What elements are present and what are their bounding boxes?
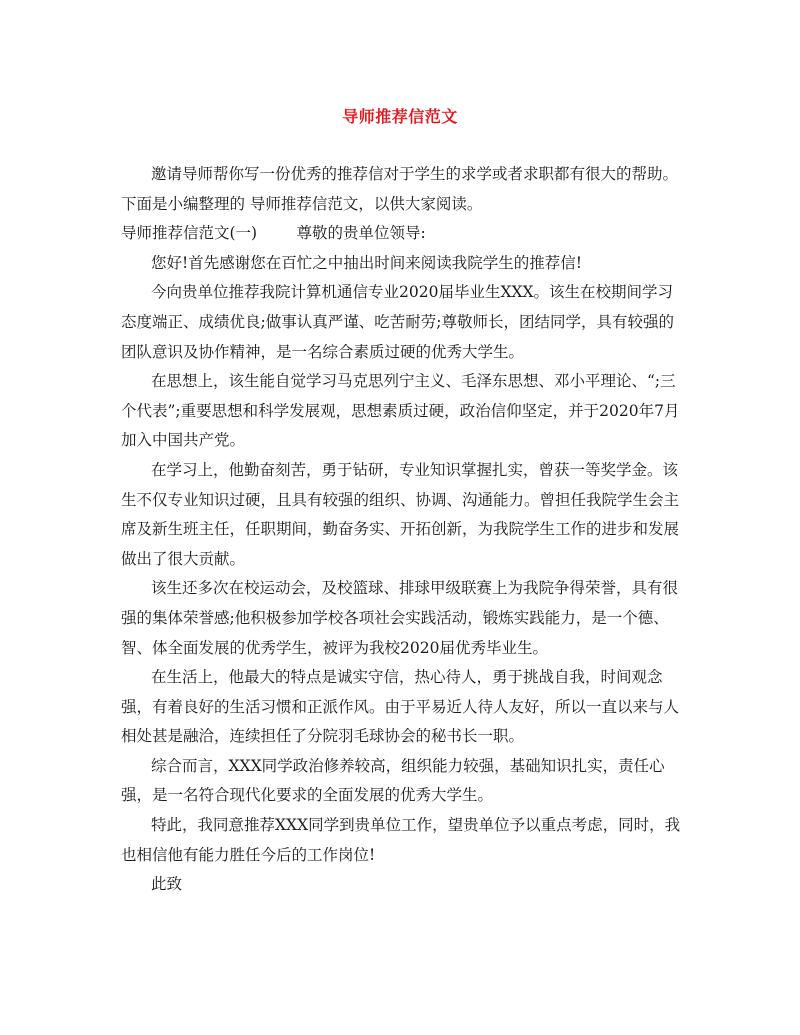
paragraph: 在学习上，他勤奋刻苦，勇于钻研，专业知识掌握扎实，曾获一等奖学金。该生不仅专业知识过硬，且具有较强的组织、协调、沟通能力。曾担任我院学生会主席及新生班主任，任职期间，勤奋务实、开拓创新，为我院学生工作的进步和发展做出了很大贡献。 (121, 460, 680, 568)
paragraph: 您好!首先感谢您在百忙之中抽出时间来阅读我院学生的推荐信! (151, 253, 582, 272)
document-title: 导师推荐信范文 (342, 107, 458, 126)
salutation: 尊敬的贵单位领导: (296, 224, 426, 243)
paragraph: 在生活上，他最大的特点是诚实守信，热心待人，勇于挑战自我，时间观念强，有着良好的生活习惯和正派作风。由于平易近人待人友好，所以一直以来与人相处甚是融洽，连续担任了分院羽毛球协会的秘书长一职。 (121, 668, 680, 746)
paragraph: 该生还多次在校运动会，及校篮球、排球甲级联赛上为我院争得荣誉，具有很强的集体荣誉感;他积极参加学校各项社会实践活动，锻炼实践能力，是一个德、智、体全面发展的优秀学生，被评为我校2020届优秀毕业生。 (121, 579, 679, 657)
intro-paragraph: 邀请导师帮你写一份优秀的推荐信对于学生的求学或者求职都有很大的帮助。下面是小编整理的 导师推荐信范文，以供大家阅读。 (121, 165, 679, 213)
closing-line: 此致 (151, 875, 183, 894)
paragraph: 综合而言，XXX同学政治修养较高，组织能力较强，基础知识扎实，责任心强，是一名符合现代化要求的全面发展的优秀大学生。 (121, 756, 665, 805)
section-heading: 导师推荐信范文(一) (121, 224, 258, 243)
paragraph: 特此，我同意推荐XXX同学到贵单位工作，望贵单位予以重点考虑，同时，我也相信他有能力胜任今后的工作岗位! (121, 816, 681, 864)
paragraph: 今向贵单位推荐我院计算机通信专业2020届毕业生XXX。该生在校期间学习态度端正、成绩优良;做事认真严谨、吃苦耐劳;尊敬师长，团结同学，具有较强的团队意识及协作精神，是一名综合素质过硬的优秀大学生。 (121, 283, 674, 361)
paragraph: 在思想上，该生能自觉学习马克思列宁主义、毛泽东思想、邓小平理论、“;三个代表”;重要思想和科学发展观，思想素质过硬，政治信仰坚定，并于2020年7月加入中国共产党。 (121, 372, 680, 450)
document-body (121, 160, 681, 900)
heading-line (121, 219, 681, 249)
